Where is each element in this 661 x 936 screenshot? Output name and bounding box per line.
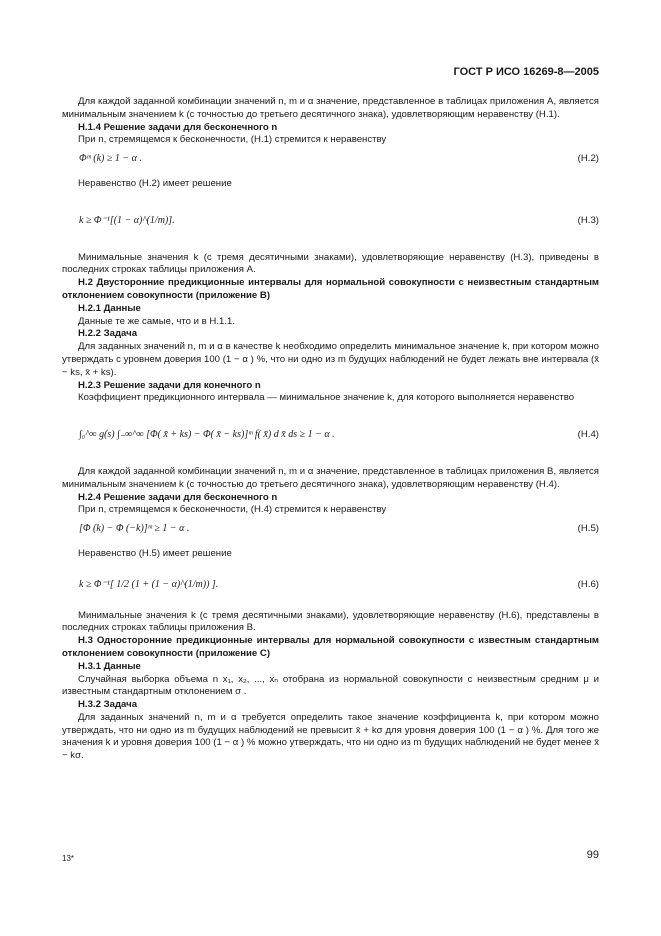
page-number: 99 <box>586 849 599 861</box>
equation-h3: k ≥ Φ⁻¹[(1 − α)^(1/m)]. (Н.3) <box>79 214 599 226</box>
document-header: ГОСТ Р ИСО 16269-8—2005 <box>453 66 599 78</box>
page-body <box>62 96 599 763</box>
paragraph: Для каждой заданной комбинации значений n, m и α значение, представленное в таблицах приложения А, является минимальным значением k (с точностью до третьего десятичного знака), удовлетворяющим неравенству (Н.1). <box>62 96 599 120</box>
paragraph: Для каждой заданной комбинации значений n, m и α значение, представленное в таблицах приложения В, является минимальным значением k (с точностью до третьего десятичного знака), удовлетворяющим неравенству (Н.4). <box>62 465 599 490</box>
paragraph: Неравенство (Н.2) имеет решение <box>78 177 232 189</box>
paragraph: При n, стремящемся к бесконечности, (Н.1) стремится к неравенству <box>78 134 387 146</box>
equation-h5: [Φ (k) − Φ (−k)]ᵐ ≥ 1 − α . (Н.5) <box>79 523 599 535</box>
equation-h2: Φᵐ (k) ≥ 1 − α . (Н.2) <box>79 153 599 165</box>
section-heading: Н.3 Односторонние предикционные интервалы для нормальной совокупности с известным стандартным отклонением совокупности (приложение С) <box>62 635 599 659</box>
paragraph: При n, стремящемся к бесконечности, (Н.4) стремится к неравенству <box>78 504 387 516</box>
paragraph: Данные те же самые, что и в Н.1.1. <box>78 315 235 327</box>
paragraph: Минимальные значения k (с тремя десятичными знаками), удовлетворяющие неравенству (Н.6), представлены в последних строках таблицы приложения В. <box>62 609 599 634</box>
equation-h6: k ≥ Φ⁻¹[ 1/2 (1 + (1 − α)^(1/m)) ]. (Н.6) <box>79 578 599 590</box>
section-heading: Н.3.2 Задача <box>78 699 138 711</box>
section-heading: Н.2.1 Данные <box>78 302 141 314</box>
section-heading: Н.2.2 Задача <box>78 328 138 340</box>
section-heading: Н.3.1 Данные <box>78 660 141 672</box>
paragraph: Коэффициент предикционного интервала — минимальное значение k, для которого выполняется неравенство <box>78 392 575 404</box>
section-heading: Н.1.4 Решение задачи для бесконечного n <box>78 121 278 133</box>
paragraph: Для заданных значений n, m и α в качестве k необходимо определить минимальное значение k, при котором можно утверждать с уровнем доверия 100 (1 − α ) %, что ни одно из m будущих наблюдений не будет лежать вне интервала (x̄ − ks, x̄ + ks). <box>62 341 599 378</box>
paragraph: Неравенство (Н.5) имеет решение <box>78 547 232 559</box>
paragraph: Для заданных значений n, m и α требуется определить такое значение коэффициента k, при котором можно утверждать, что ни одно из m будущих наблюдений не превысит x̄ + kσ для уровня доверия 100 (1 − α ) %. Для того же значения k и уровня доверия 100 (1 − α ) % можно утверждать, что ни одно из m будущих наблюдений не будет менее x̄ − kσ. <box>62 711 599 762</box>
equation-h4: ∫₀^∞ g(s) ∫₋∞^∞ [Φ( x̄ + ks) − Φ( x̄ − ks)]ᵐ f( x̄) d x̄ ds ≥ 1 − α . (Н.4) <box>79 429 599 441</box>
signature-mark: 13* <box>62 854 75 863</box>
paragraph: Минимальные значения k (с тремя десятичными знаками), удовлетворяющие неравенству (Н.3), приведены в последних строках таблицы приложения А. <box>62 251 599 276</box>
section-heading: Н.2.4 Решение задачи для бесконечного n <box>78 491 278 503</box>
section-heading: Н.2.3 Решение задачи для конечного n <box>78 379 261 391</box>
section-heading: Н.2 Двусторонние предикционные интервалы для нормальной совокупности с неизвестным стандартным отклонением совокупности (приложение В) <box>62 277 599 301</box>
paragraph: Случайная выборка объема n x₁, x₂, ..., xₙ отобрана из нормальной совокупности с неизвестным средним μ и известным стандартным отклонением σ . <box>62 673 599 698</box>
